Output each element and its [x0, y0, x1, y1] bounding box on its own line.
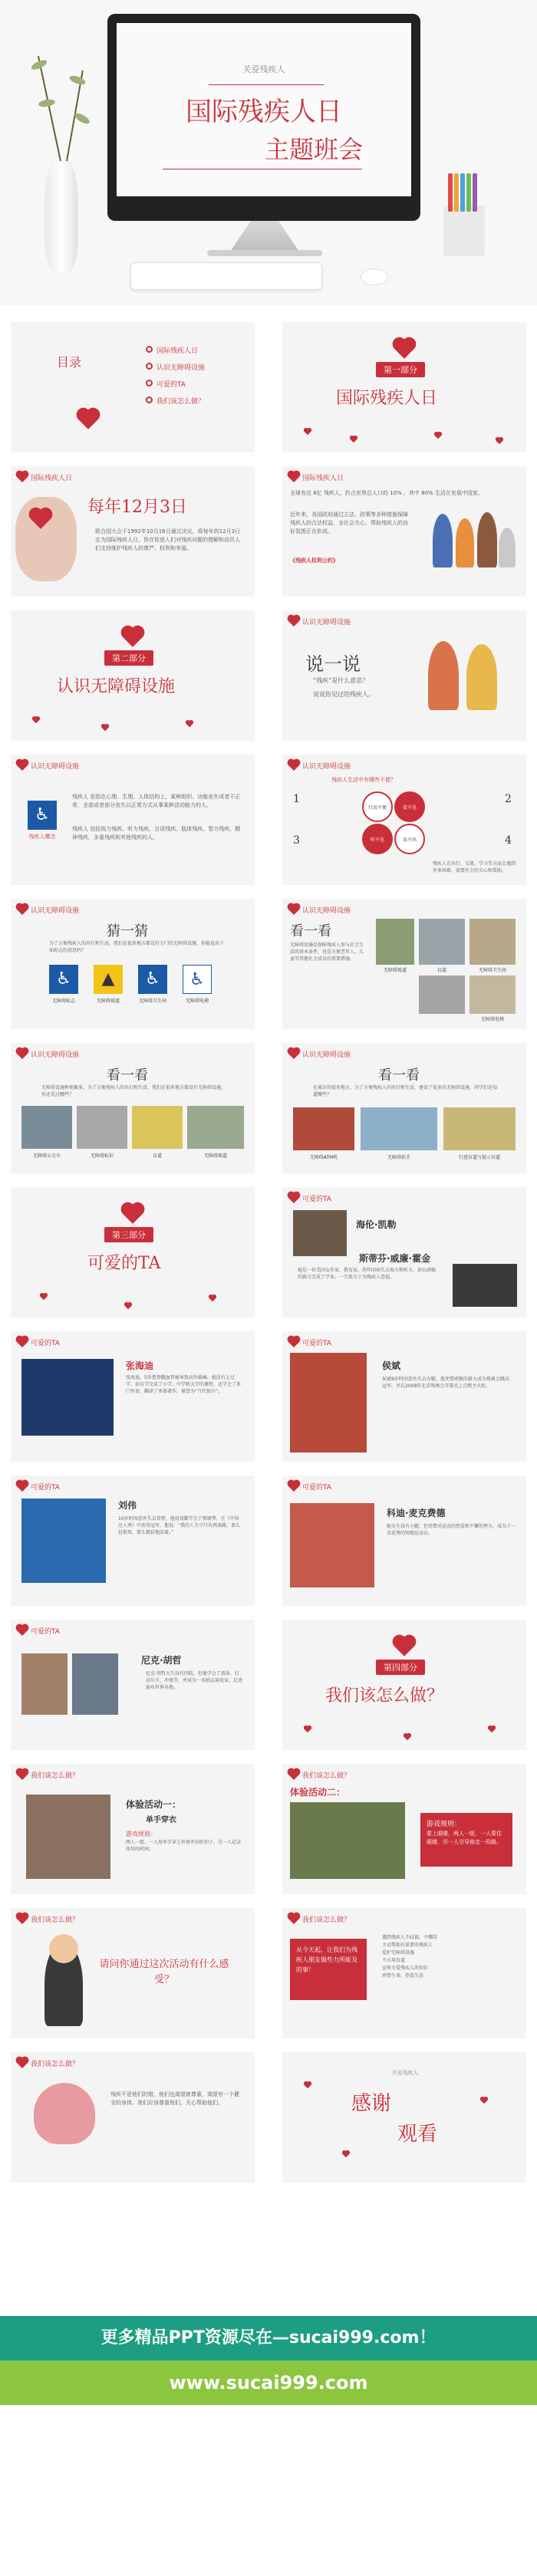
heart-icon	[288, 904, 299, 915]
heart-hands-illustration	[34, 2083, 95, 2144]
cody-photo	[290, 1503, 374, 1587]
slide-hou-bin	[282, 1331, 526, 1462]
hero-title-line2: 主题班会	[264, 135, 363, 164]
difficulty-label: 说不出	[402, 837, 417, 843]
slide-header	[17, 1626, 60, 1636]
look-title: 看一看	[290, 923, 331, 939]
person-name: 侯斌	[382, 1360, 401, 1371]
heart-icon	[305, 1726, 311, 1732]
heart-icon	[351, 436, 357, 442]
part-label: 第四部分	[376, 1660, 425, 1675]
slide-date	[11, 466, 255, 597]
slide-header-label: 可爱的TA	[302, 1484, 331, 1492]
slide-look3	[282, 1043, 526, 1173]
slide-part2	[11, 610, 255, 741]
slide-zhang-haidi	[11, 1331, 255, 1462]
nick-photo	[21, 1653, 68, 1715]
slide-header	[288, 1337, 331, 1347]
icon-caption: 无障碍卫生间	[138, 998, 166, 1004]
wheelchair-illustration	[499, 528, 516, 568]
slide-guess	[11, 899, 255, 1029]
slide-header-label: 认识无障碍设施	[302, 907, 351, 915]
actions-list-item: 珍惜生命，热爱生活	[382, 1973, 424, 1979]
concept-text2: 残疾人 包括视力残疾、听力残疾、言语残疾、肢体残疾、智力残疾、精神残疾、多重残疾和其他残疾的人。	[72, 826, 241, 841]
people-illustration	[456, 518, 474, 568]
activity-title: 体验活动二：	[290, 1787, 346, 1798]
part-title: 认识无障碍设施	[57, 677, 176, 696]
facility-photo	[469, 975, 516, 1014]
rule-label: 游戏规则：	[126, 1831, 156, 1837]
slide-header-label: 我们该怎么做？	[302, 1772, 351, 1780]
handrail-photo	[361, 1107, 437, 1150]
activity-subtitle: 单手穿衣	[146, 1816, 176, 1824]
person-name: 海伦·凯勒	[356, 1219, 397, 1230]
part-label: 第二部分	[104, 650, 153, 666]
photo-caption: 行进盲道与提示盲道	[458, 1155, 500, 1160]
part-title: 我们该怎么做？	[325, 1686, 444, 1706]
heart-icon	[288, 1337, 299, 1347]
part-label: 第三部分	[104, 1227, 153, 1242]
slide-header-label: 认识无障碍设施	[302, 1051, 351, 1059]
person-name: 张海迪	[126, 1360, 154, 1371]
slide-header-label: 可爱的TA	[31, 1484, 60, 1492]
heart-icon	[41, 1294, 47, 1300]
actions-list	[382, 1934, 520, 1980]
heart-icon	[125, 1303, 131, 1309]
feelings-question: 请问你通过这次活动有什么感受？	[99, 1959, 229, 1985]
slide-header	[288, 1770, 351, 1780]
hero-title-line1: 国际残疾人日	[186, 97, 342, 127]
slide-liu-wei	[11, 1476, 255, 1606]
photo-caption: 无障碍电梯	[480, 1017, 504, 1022]
slide-header	[288, 1193, 331, 1203]
toc-item	[146, 362, 205, 372]
toc-item-label: 国际残疾人日	[156, 347, 199, 355]
people-illustration	[477, 512, 497, 568]
heart-icon	[343, 2151, 349, 2157]
actions-list-item: 遇到残疾人不歧视、不嘲笑	[382, 1935, 438, 1940]
hero-small-text: 关爱残疾人	[242, 64, 285, 74]
icon-caption: 无障碍标志	[51, 998, 75, 1004]
photo-caption: 无障碍公交车	[32, 1153, 61, 1159]
slide-header	[17, 1337, 60, 1347]
talk-question2: 说说你见过的残疾人。	[313, 691, 374, 698]
actions-list-item: 宣传关爱残疾人的知识	[382, 1966, 429, 1971]
heart-icon	[17, 1769, 28, 1780]
pencil	[448, 173, 453, 212]
heart-icon	[288, 616, 299, 627]
hawking-photo	[453, 1264, 517, 1307]
slide-cody	[282, 1476, 526, 1606]
person-text: 10岁时因意外失去双臂，他用双脚学会了弹钢琴，在《中国达人秀》中获得冠军，他说：“我的人生中只有两条路，要么赶紧死，要么精彩地活着。”	[118, 1516, 241, 1535]
slide-header-label: 可爱的TA	[302, 1196, 331, 1203]
heart-icon	[186, 721, 193, 727]
slide-look2	[11, 1043, 255, 1173]
slide-part3	[11, 1187, 255, 1318]
heart-icon	[17, 2058, 28, 2068]
slide-header	[17, 905, 79, 915]
toilet-icon: ♿	[138, 965, 167, 994]
teacher-face	[49, 1934, 78, 1963]
slide-header	[288, 905, 351, 915]
heart-icon	[394, 1637, 413, 1656]
slide-concept	[11, 755, 255, 885]
intro-text1: 全球有近 8亿 残疾人，约占世界总人口的 10% ，其中 80% 生活在发展中国家。	[290, 490, 483, 496]
intro-text2: 近年来，各国政府通过立法、政策等多种措施保障残疾人的合法权益，全社会关心、帮助残疾人的良好氛围正在形成。	[290, 512, 408, 535]
hero-banner	[0, 0, 537, 305]
slide-talk	[282, 610, 526, 741]
activity-title: 体验活动一：	[126, 1799, 182, 1810]
slide-header	[288, 761, 351, 771]
slide-header-label: 可爱的TA	[31, 1628, 60, 1636]
wheelchair-icon: ♿	[49, 965, 78, 994]
person-text: 她是一位美国女作家、教育家，幼年因病失去视力和听力，却以顽强的毅力完成了学业，一生致力于为残疾人造福。	[298, 1268, 437, 1280]
person-name: 刘伟	[118, 1500, 137, 1511]
part-title: 可爱的TA	[87, 1254, 161, 1273]
guess-title: 猜一猜	[107, 923, 148, 939]
toc-item-label: 认识无障碍设施	[156, 364, 206, 372]
tactile-path-photo	[419, 919, 465, 965]
heart-icon	[489, 1726, 495, 1732]
heart-icon	[17, 1913, 28, 1924]
heart-icon	[288, 1193, 299, 1203]
heart-icon	[123, 627, 142, 646]
actions-list-item: 爱护无障碍设施	[382, 1950, 415, 1956]
heart-icon	[209, 1295, 216, 1301]
slide-header	[288, 1914, 351, 1924]
monitor-screen	[117, 23, 411, 196]
bullet-icon	[146, 346, 153, 353]
slide-thanks	[282, 2052, 526, 2183]
toc-item	[146, 345, 198, 355]
part-title: 国际残疾人日	[336, 389, 438, 408]
difficulty-number: 4	[505, 834, 512, 847]
icon-caption: 无障碍电梯	[185, 998, 209, 1004]
hou-bin-photo	[290, 1353, 367, 1452]
heart-icon	[17, 1481, 28, 1492]
heart-icon	[17, 1048, 28, 1059]
leaf	[68, 74, 87, 87]
slide-header-label: 认识无障碍设施	[31, 907, 80, 915]
concept-label: 残疾人概念	[28, 834, 56, 840]
person-text: 她天生没有小腿，但凭借对运动的热爱和不懈的努力，成为了一名优秀的短跑运动员。	[387, 1524, 516, 1536]
mouse-illustration	[361, 268, 388, 285]
rule-box-title: 游戏规则：	[427, 1821, 462, 1828]
heart-icon	[288, 1481, 299, 1492]
heart-icon	[305, 429, 311, 435]
elevator-photo	[419, 975, 465, 1014]
heart-icon	[17, 1337, 28, 1347]
slide-header	[17, 1914, 79, 1924]
look-text: 无障碍设施是保障残疾人参与社会生活的基本条件，也是方便老年人、儿童等其他社会成员的重要措施。	[290, 943, 364, 962]
heart-icon	[496, 438, 502, 444]
slide-header-label: 认识无障碍设施	[31, 1051, 80, 1059]
slide-keller-hawking	[282, 1187, 526, 1318]
ramp-icon: ▲	[94, 965, 123, 994]
thanks-line1: 感谢	[351, 2092, 392, 2115]
promo-url-banner[interactable]: www.sucai999.com	[0, 2361, 537, 2405]
toilet-photo	[469, 919, 516, 965]
activity-photo	[290, 1802, 405, 1879]
toc-item	[146, 379, 186, 389]
slide-header-label: 我们该怎么做？	[31, 1772, 80, 1780]
slide-look1	[282, 899, 526, 1029]
heart-icon	[17, 472, 28, 482]
slide-activity2	[282, 1764, 526, 1894]
keller-photo	[293, 1210, 347, 1256]
toc-title: 目录	[57, 355, 82, 370]
photo-caption: 无障碍坡道	[203, 1153, 227, 1159]
convention-link: 《残疾人权利公约》	[290, 558, 338, 564]
thanks-small-text: 关爱残疾人	[391, 2070, 419, 2076]
slide-intro	[282, 466, 526, 597]
pencil	[454, 173, 459, 212]
actions-callout: 从今天起，让我们为残疾人朋友做些力所能及的事！	[290, 1939, 367, 2000]
divider	[209, 84, 324, 85]
bullet-icon	[146, 380, 153, 387]
leaf	[73, 111, 91, 126]
heart-icon	[435, 433, 441, 439]
difficulty-number: 1	[293, 793, 300, 805]
actions-list-item: 不占用盲道	[382, 1958, 406, 1963]
photo-caption: 无障碍标识	[90, 1153, 114, 1159]
vase-illustration	[44, 157, 78, 272]
difficulties-question: 残疾人生活中有哪些不便？	[331, 777, 396, 783]
leaf	[30, 58, 48, 71]
slide-header	[288, 1482, 331, 1492]
slide-header-label: 我们该怎么做？	[31, 1916, 80, 1924]
pencil	[460, 173, 465, 212]
slide-header	[17, 2058, 79, 2068]
branch	[38, 56, 61, 161]
tactile-path-photo	[132, 1106, 183, 1149]
promo-banner[interactable]: 更多精品PPT资源尽在—sucai999.com！	[0, 2316, 537, 2361]
heart-icon	[288, 760, 299, 771]
heart-icon	[33, 717, 39, 723]
pencil-cup-illustration	[443, 206, 485, 256]
heart-icon	[404, 1734, 410, 1740]
concept-text1: 残疾人 是指在心理、生理、人体结构上，某种组织、功能丧失或者不正常，全部或者部分丧失以正常方式从事某种活动能力的人。	[72, 794, 241, 808]
slide-actions	[282, 1908, 526, 2038]
pencil	[473, 173, 477, 212]
slide-part1	[282, 322, 526, 452]
ramp-photo	[376, 919, 414, 965]
leaf	[38, 98, 55, 108]
atm-photo	[293, 1107, 354, 1150]
elevator-icon: ♿	[183, 965, 212, 994]
slide-header	[288, 472, 344, 482]
heart-icon	[102, 725, 108, 731]
slide-activity1	[11, 1764, 255, 1894]
heart-icon	[17, 1625, 28, 1636]
difficulty-label: 听不见	[370, 837, 384, 843]
slide-header-label: 认识无障碍设施	[302, 763, 351, 771]
respect-text: 残疾不是他们的错，他们也渴望被尊重，渴望有一个健全的身体。我们应该尊重他们，关心帮助他们。	[110, 2091, 239, 2106]
zhang-photo	[21, 1359, 114, 1436]
date-title: 每年12月3日	[87, 498, 187, 517]
slide-header	[288, 617, 351, 627]
slide-part4	[282, 1620, 526, 1750]
look-title: 看一看	[378, 1068, 420, 1084]
heart-icon	[17, 760, 28, 771]
heart-icon	[288, 472, 299, 482]
part-label: 第一部分	[376, 362, 425, 377]
people-illustration	[433, 514, 453, 568]
person-text: 尼克·胡哲天生没有四肢，但他学会了游泳、打高尔夫、冲浪等，并成为一名励志演说家，足迹遍布世界各地。	[146, 1671, 243, 1690]
slide-header	[17, 1482, 60, 1492]
liu-wei-photo	[21, 1499, 106, 1583]
heart-icon	[288, 1769, 299, 1780]
monitor-frame	[107, 14, 420, 221]
talk-title: 说一说	[305, 653, 361, 675]
slide-feelings	[11, 1908, 255, 2038]
actions-list-item: 主动帮助有需要的残疾人	[382, 1943, 433, 1948]
talk-question1: “残疾”是什么意思？	[313, 677, 369, 684]
monitor-stand	[230, 221, 299, 252]
slide-header-label: 国际残疾人日	[31, 475, 73, 482]
ramp-photo	[187, 1106, 244, 1149]
person-text: 张海迪，5岁患脊髓血管瘤导致高位截瘫。她没有上过学，却自学完成了小学、中学和大学的课程，还学会了多门外语，翻译了多部著作，被誉为“当代保尔”。	[126, 1375, 242, 1394]
bus-photo	[21, 1106, 72, 1149]
heart-icon	[305, 2082, 311, 2088]
difficulty-number: 2	[505, 793, 512, 805]
bullet-icon	[146, 396, 153, 403]
difficulty-number: 3	[293, 834, 300, 847]
slide-header	[17, 761, 79, 771]
icon-caption: 无障碍坡道	[96, 998, 120, 1004]
nick-photo	[72, 1653, 118, 1715]
photo-caption: 盲道	[152, 1153, 162, 1159]
person-name: 科迪·麦克费德	[387, 1508, 446, 1518]
photo-caption: 无障碍坡道	[383, 968, 407, 973]
toc-item-label: 我们该怎么做？	[156, 398, 206, 406]
slide-header	[17, 1770, 79, 1780]
rule-box-text: 蒙上眼睛，两人一组，一人蒙住眼睛，另一人引导他走一段路。	[427, 1831, 502, 1845]
heart-icon	[78, 410, 97, 429]
rule-text: 两人一组，一人用单手穿上外套并扣好扣子，另一人记录所用的时间。	[126, 1840, 242, 1852]
person-name: 斯蒂芬·威廉·霍金	[359, 1253, 431, 1264]
look-text: 无障碍设施种类繁多，为了方便残疾人的出行和生活，我们在很多地方都设有无障碍设施，你还见过哪些？	[41, 1085, 226, 1097]
wheelchair-icon: ♿	[28, 801, 57, 830]
sign-photo	[77, 1106, 127, 1149]
heart-icon	[394, 339, 413, 358]
heart-icon	[481, 2097, 487, 2104]
photo-caption: 无障碍卫生间	[478, 968, 506, 973]
slide-header-label: 我们该怎么做？	[302, 1916, 351, 1924]
slide-header-label: 可爱的TA	[302, 1340, 331, 1347]
thanks-line2: 观看	[397, 2123, 438, 2146]
person-text: 侯斌9岁时因意外失去左腿，他凭借顽强的毅力成为残奥会跳高冠军，并在2008年北京残奥会开幕式上点燃主火炬。	[382, 1377, 509, 1389]
slide-respect	[11, 2052, 255, 2183]
bullet-icon	[146, 363, 153, 370]
tactile-path-photo	[443, 1107, 516, 1150]
slide-header	[17, 472, 72, 482]
look-title: 看一看	[107, 1068, 148, 1084]
slide-header-label: 我们该怎么做？	[31, 2061, 80, 2068]
slide-header-label: 认识无障碍设施	[31, 763, 80, 771]
toc-item	[146, 396, 205, 406]
pencil	[466, 173, 471, 212]
heart-icon	[123, 1204, 142, 1223]
toc-item-label: 可爱的TA	[156, 381, 186, 389]
photo-caption: 无障碍扶手	[387, 1155, 410, 1160]
heart-icon	[288, 1048, 299, 1059]
photo-caption: 盲道	[437, 968, 446, 973]
difficulties-side-text: 残疾人在出行、交流、学习等方面会遇到许多困难，需要社会的关心和帮助。	[433, 861, 516, 873]
difficulty-label: 行动不便	[367, 805, 387, 811]
difficulty-label: 看不见	[402, 805, 417, 811]
slide-toc	[11, 322, 255, 452]
slide-nick	[11, 1620, 255, 1750]
look-text: 在城市的很多地方，为了方便残疾人的出行和生活，建设了很多的无障碍设施，同学们还知道哪些？	[313, 1085, 498, 1097]
heart-icon	[288, 1913, 299, 1924]
keyboard-illustration	[130, 262, 322, 290]
slide-header-label: 认识无障碍设施	[302, 619, 351, 627]
slide-header	[17, 1049, 79, 1059]
photo-caption: 无障碍ATM机	[309, 1155, 338, 1160]
date-text: 联合国大会于1992年10月16日通过决议，将每年的12月3日定为国际残疾人日，旨在促进人们对残疾问题的理解和动员人们支持维护残疾人的尊严、权利和幸福。	[95, 528, 240, 551]
slide-header	[288, 1049, 351, 1059]
activity-photo	[26, 1795, 110, 1879]
rule-box	[420, 1813, 512, 1867]
guess-text: 为了方便残疾人的出行和生活，我们在很多地方都设有专门的无障碍设施，你能说出下面标志的意思吗？	[49, 941, 225, 953]
slide-difficulties	[282, 755, 526, 885]
person-name: 尼克·胡哲	[141, 1655, 182, 1666]
slide-header-label: 可爱的TA	[31, 1340, 60, 1347]
heart-icon	[17, 904, 28, 915]
student-illustration	[466, 644, 497, 710]
monitor-base	[207, 250, 322, 256]
slide-header-label: 国际残疾人日	[302, 475, 344, 482]
student-illustration	[428, 641, 459, 710]
